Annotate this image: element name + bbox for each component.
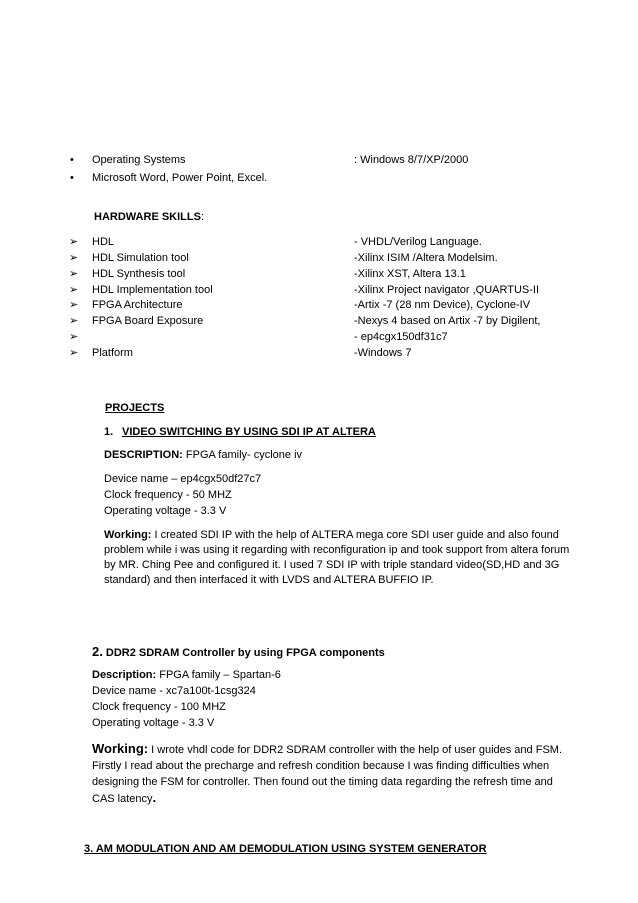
project-1-title: VIDEO SWITCHING BY USING SDI IP AT ALTERA — [122, 426, 376, 438]
hw-value: -Xilinx Project navigator ,QUARTUS-II — [354, 284, 540, 296]
skill-value: : Windows 8/7/XP/2000 — [354, 154, 469, 166]
project-2-working: Working: I wrote vhdl code for DDR2 SDRAM controller with the help of user guides and FSM. Firstly I read about the precharge and refresh condition because I was finding difficulties when designing the FSM for controller. Then found out the timing data regarding the refresh time and CAS latency. — [92, 741, 562, 805]
hw-value: -Nexys 4 based on Artix -7 by Digilent, — [354, 315, 541, 327]
hw-value: -Xilinx XST, Altera 13.1 — [354, 268, 466, 280]
bullet-arrow-icon: ➢ — [69, 299, 79, 311]
hw-label: FPGA Architecture — [92, 299, 183, 311]
bullet-arrow-icon: ➢ — [69, 284, 79, 296]
project-2-clock: Clock frequency - 100 MHZ — [92, 701, 226, 713]
bullet-arrow-icon: ➢ — [69, 252, 79, 264]
hw-value: - VHDL/Verilog Language. — [354, 236, 482, 248]
project-1-device: Device name – ep4cgx50df27c7 — [104, 473, 262, 485]
bullet-arrow-icon: ➢ — [69, 268, 79, 280]
project-1-clock: Clock frequency - 50 MHZ — [104, 489, 232, 501]
hw-label: HDL Synthesis tool — [92, 268, 186, 280]
hw-value: -Xilinx ISIM /Altera Modelsim. — [354, 252, 498, 264]
hw-value: -Windows 7 — [354, 347, 412, 359]
project-1-voltage: Operating voltage - 3.3 V — [104, 505, 227, 517]
bullet-dot-icon: • — [70, 172, 74, 184]
hw-label: HDL — [92, 236, 115, 248]
hw-label: FPGA Board Exposure — [92, 315, 204, 327]
hw-value: -Artix -7 (28 nm Device), Cyclone-IV — [354, 299, 531, 311]
project-3-title: 3. AM MODULATION AND AM DEMODULATION USING SYSTEM GENERATOR — [84, 843, 487, 855]
hw-label: Platform — [92, 347, 133, 359]
hw-label: HDL Simulation tool — [92, 252, 189, 264]
project-2-device: Device name - xc7a100t-1csg324 — [92, 685, 256, 697]
bullet-arrow-icon: ➢ — [69, 236, 79, 248]
bullet-arrow-icon: ➢ — [69, 315, 79, 327]
project-2-heading: 2. DDR2 SDRAM Controller by using FPGA components — [92, 644, 385, 659]
project-1-number: 1. — [104, 426, 114, 438]
project-1-working: Working: I created SDI IP with the help of ALTERA mega core SDI user guide and also found problem while i was using it regarding with reconfiguration ip and took support from altera forum by MR. Ching Pee and configured it. I used 7 SDI IP with triple standard video(SD,HD and 3G standard) and then interfaced it with LVDS and ALTERA BUFFIO IP. — [104, 529, 570, 586]
projects-heading: PROJECTS — [105, 402, 165, 414]
project-2-description: Description: FPGA family – Spartan-6 — [92, 669, 281, 681]
hardware-skills-heading: HARDWARE SKILLS: — [94, 211, 205, 223]
skill-label: Microsoft Word, Power Point, Excel. — [92, 172, 268, 184]
skill-label: Operating Systems — [92, 154, 186, 166]
bullet-arrow-icon: ➢ — [69, 347, 79, 359]
bullet-dot-icon: • — [70, 154, 74, 166]
hw-value: - ep4cgx150df31c7 — [354, 331, 448, 343]
project-1-description: DESCRIPTION: FPGA family- cyclone iv — [104, 449, 303, 461]
hw-label: HDL Implementation tool — [92, 284, 213, 296]
bullet-arrow-icon: ➢ — [69, 331, 79, 343]
project-2-voltage: Operating voltage - 3.3 V — [92, 717, 215, 729]
